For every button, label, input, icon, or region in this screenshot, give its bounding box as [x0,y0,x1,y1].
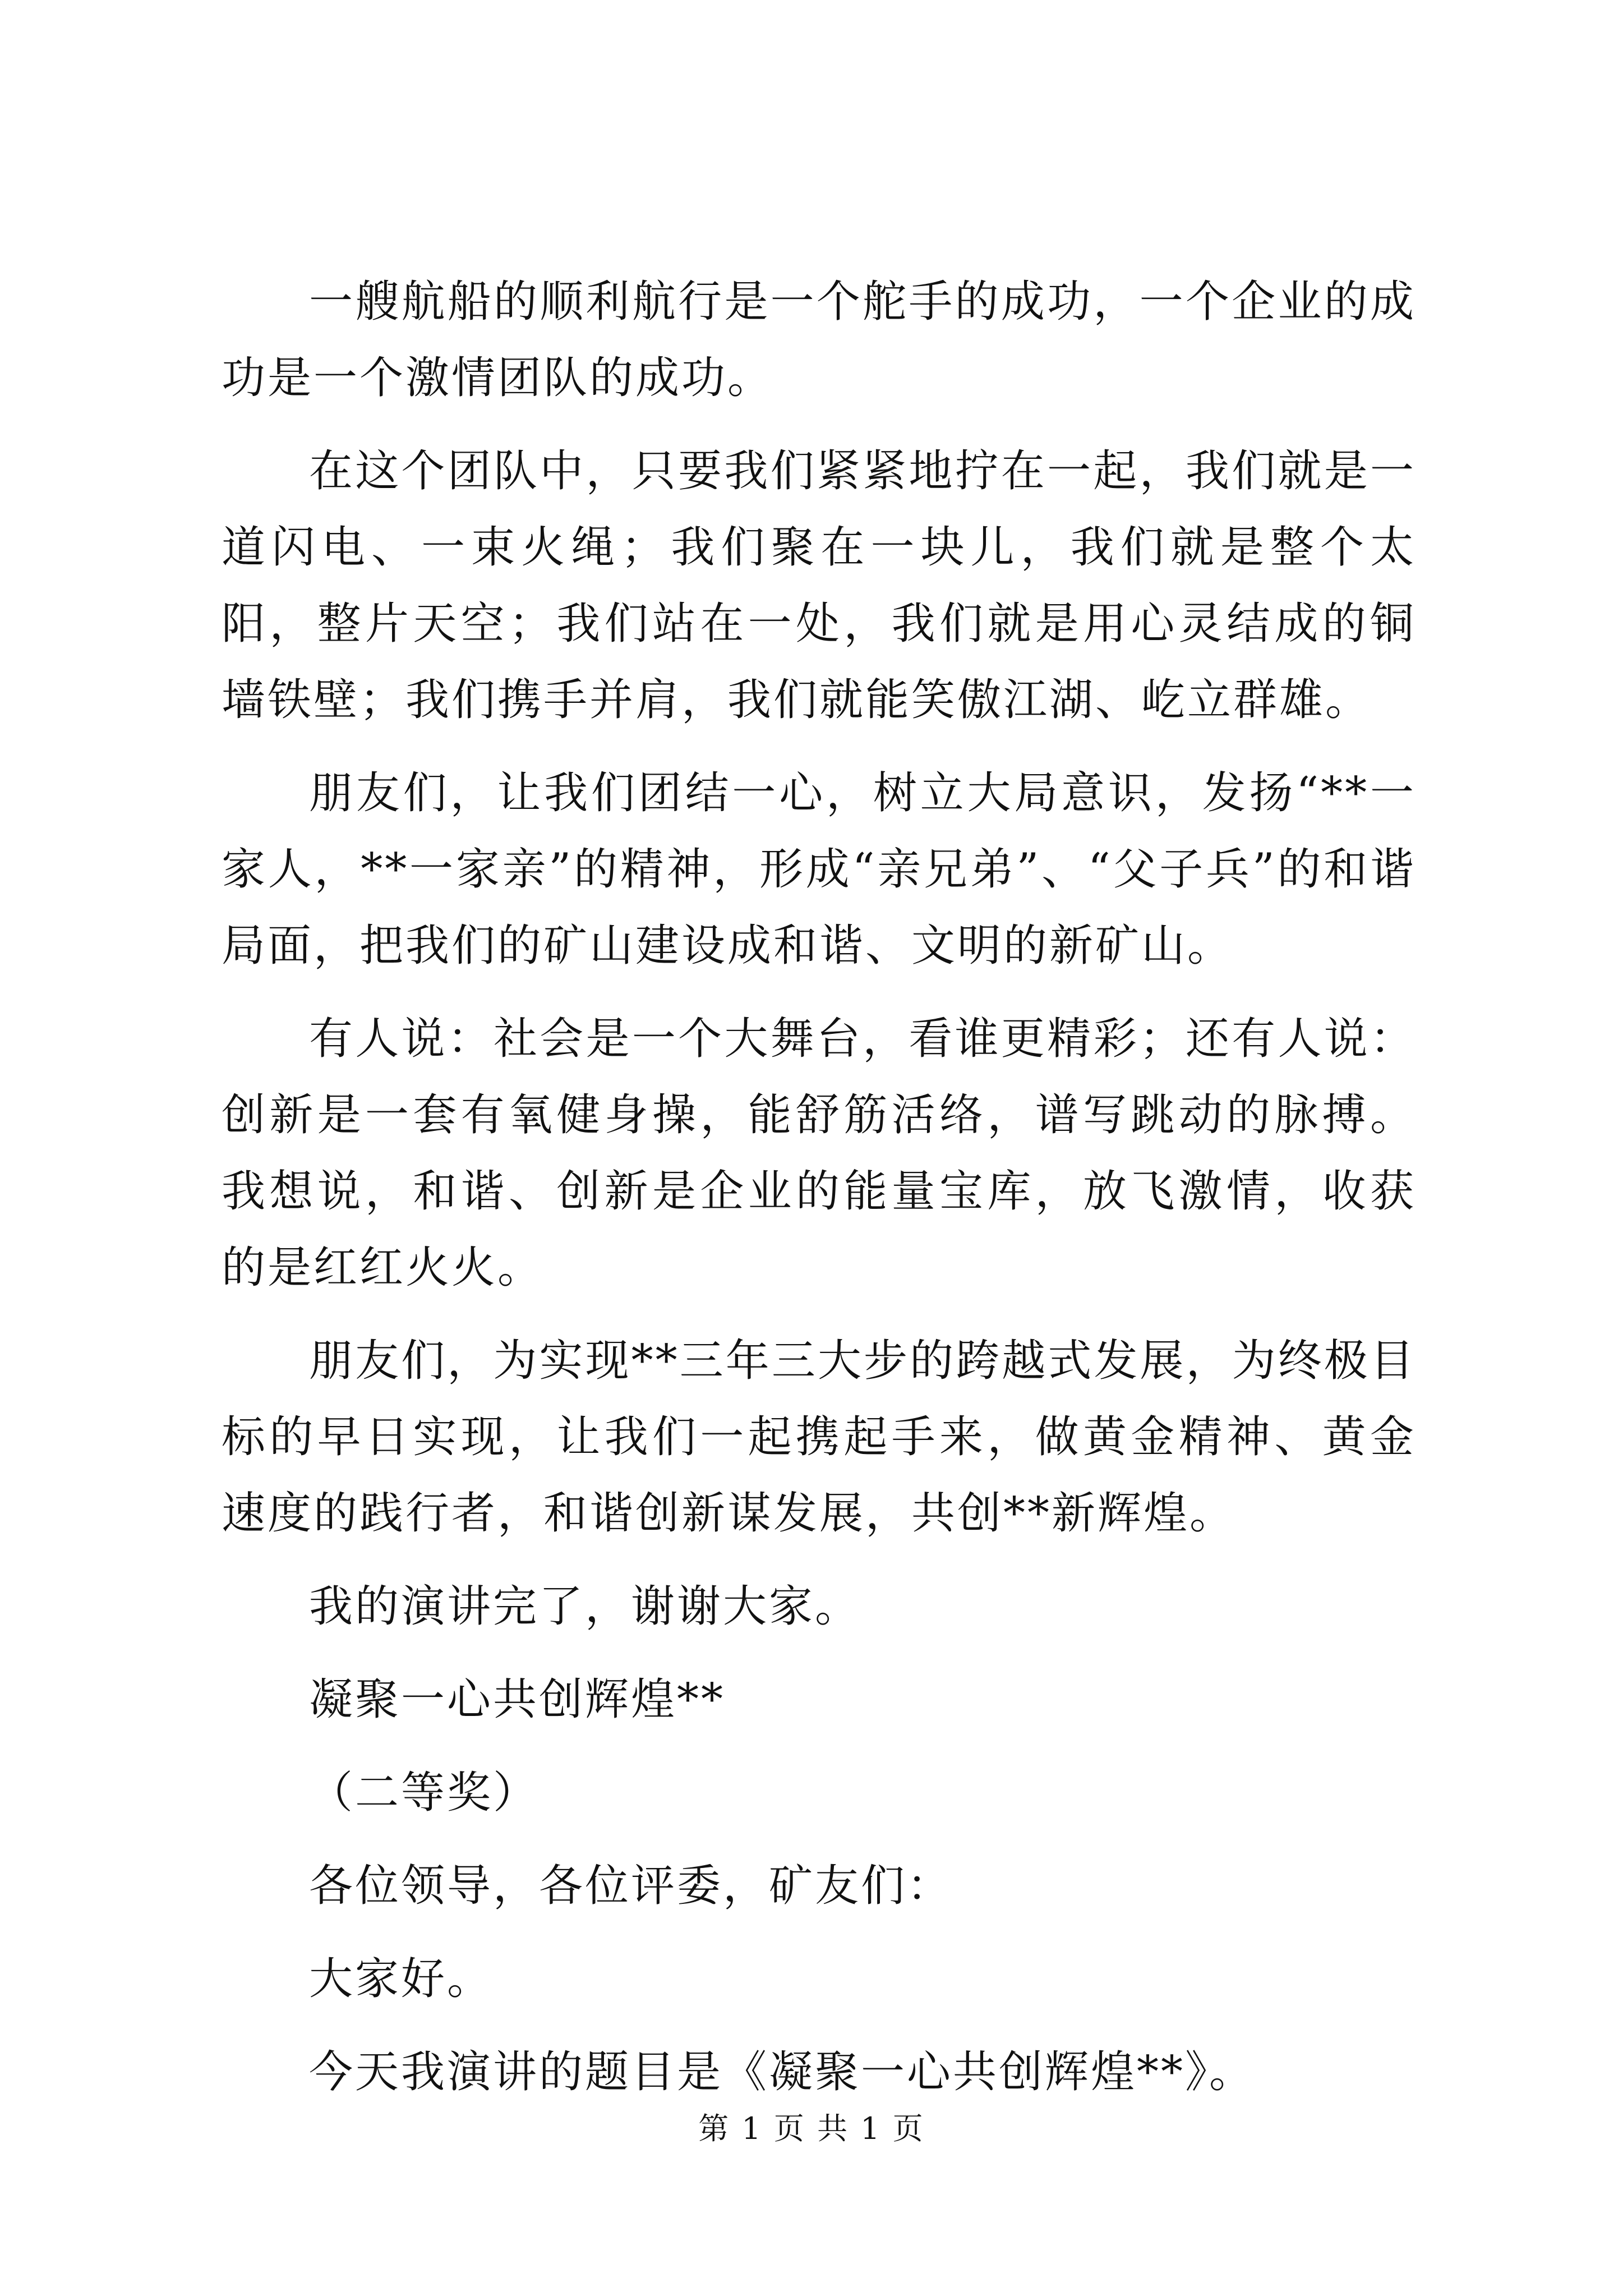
paragraph: 朋友们，让我们团结一心，树立大局意识，发扬“**一家人，**一家亲”的精神，形成“亲兄弟”、“父子兵”的和谐局面，把我们的矿山建设成和谐、文明的新矿山。 [222,768,1416,971]
document-body [222,264,1416,2127]
paragraph: 在这个团队中，只要我们紧紧地拧在一起，我们就是一道闪电、一束火绳；我们聚在一块儿，我们就是整个太阳，整片天空；我们站在一处，我们就是用心灵结成的铜墙铁壁；我们携手并肩，我们就能笑傲江湖、屹立群雄。 [222,446,1416,725]
paragraph: 有人说：社会是一个大舞台，看谁更精彩；还有人说：创新是一套有氧健身操，能舒筋活络，谱写跳动的脉搏。我想说，和谐、创新是企业的能量宝库，放飞激情，收获的是红红火火。 [222,1014,1416,1293]
speech-title: 凝聚一心共创辉煌** [309,1674,726,1725]
greeting: 大家好。 [309,1954,494,2004]
paragraph: 我的演讲完了，谢谢大家。 [309,1581,861,1632]
paragraph: 今天我演讲的题目是《凝聚一心共创辉煌**》。 [309,2047,1256,2097]
paragraph: 朋友们，为实现**三年三大步的跨越式发展，为终极目标的早日实现，让我们一起携起手来，做黄金精神、黄金速度的践行者，和谐创新谋发展，共创**新辉煌。 [222,1336,1416,1539]
page-number-footer: 第 1 页 共 1 页 [698,2111,925,2146]
salutation: 各位领导，各位评委，矿友们： [309,1861,953,1911]
paragraph: 一艘航船的顺利航行是一个舵手的成功，一个企业的成功是一个激情团队的成功。 [222,277,1416,403]
award-label: （二等奖） [309,1768,540,1818]
